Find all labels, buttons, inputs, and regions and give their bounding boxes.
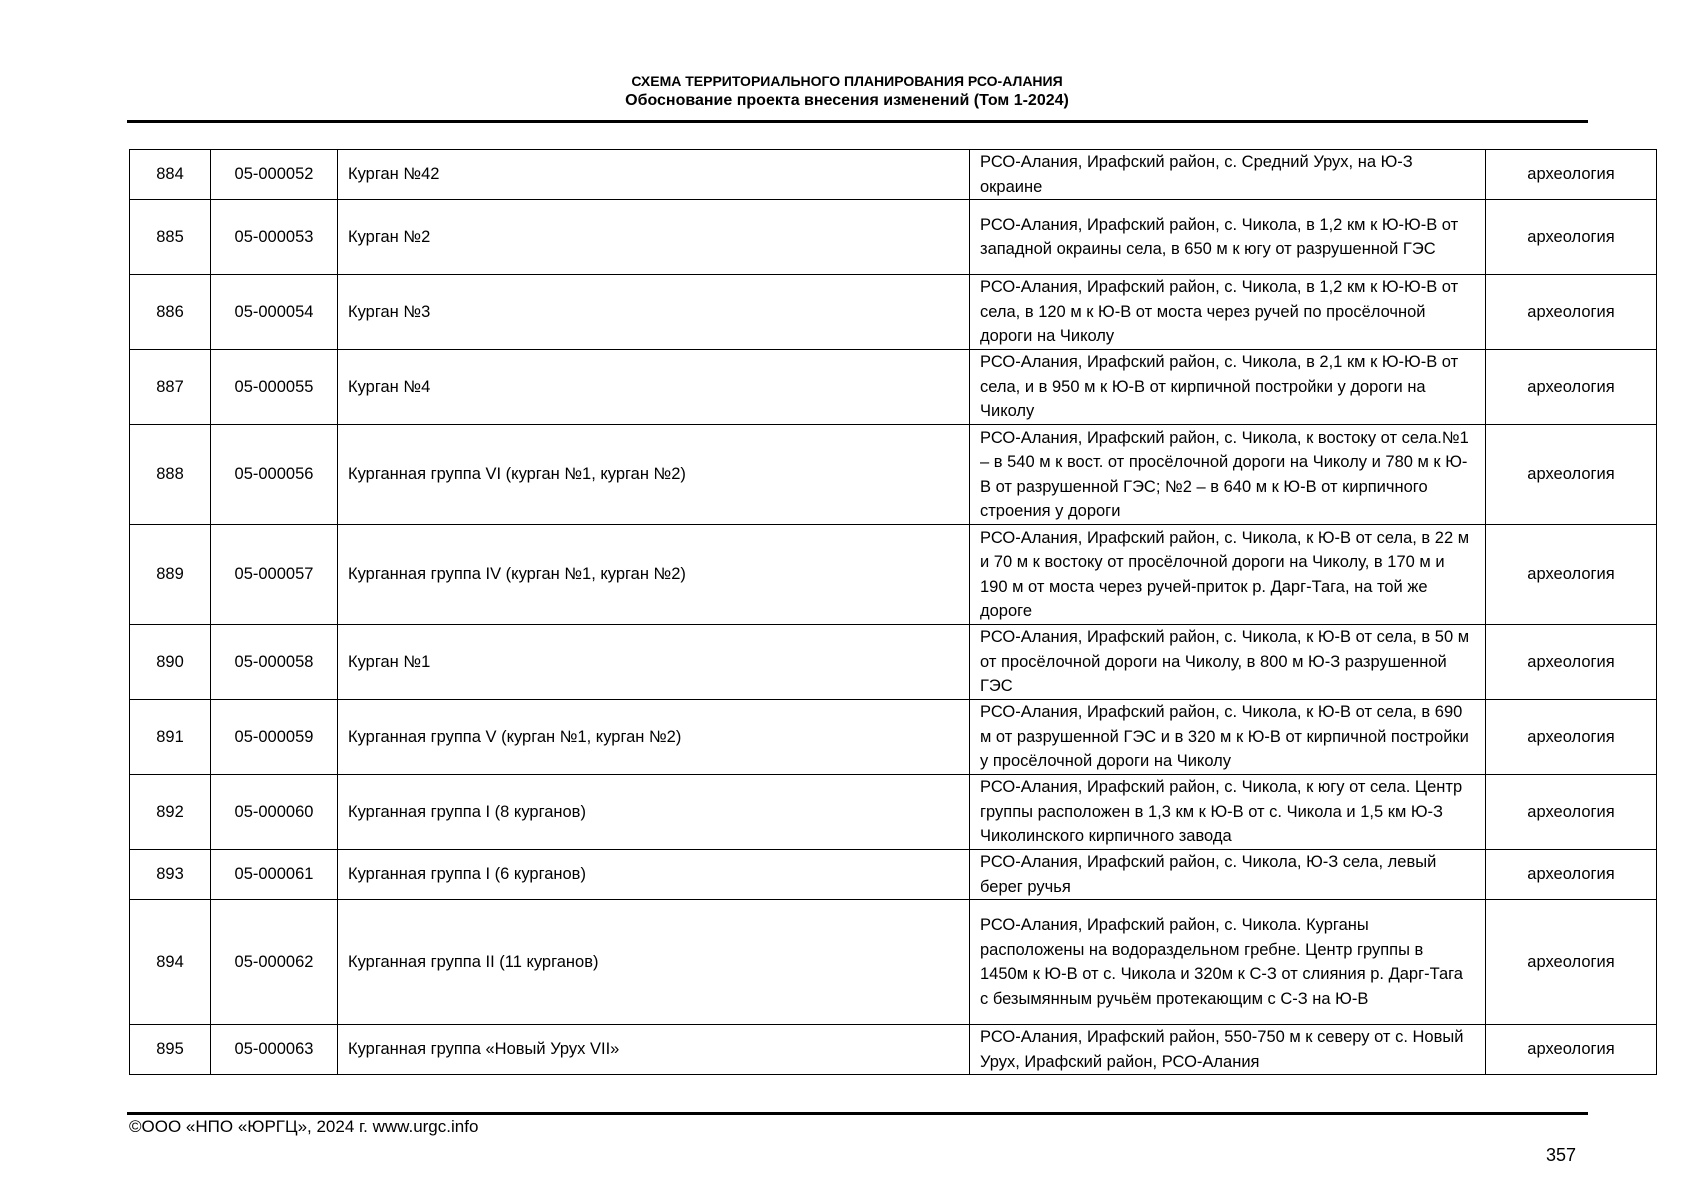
table-row bbox=[130, 200, 1657, 275]
object-location-cell: РСО-Алания, Ирафский район, с. Чикола, к Ю-В от села, в 690 м от разрушенной ГЭС и в 320 м к Ю-В от кирпичной постройки у просёлочной дороги на Чиколу bbox=[970, 700, 1486, 775]
object-location-cell: РСО-Алания, Ирафский район, с. Чикола, в 1,2 км к Ю-Ю-В от западной окраины села, в 650 м к югу от разрушенной ГЭС bbox=[970, 200, 1486, 275]
object-category-cell: археология bbox=[1486, 900, 1657, 1025]
row-number-cell: 884 bbox=[130, 150, 211, 200]
register-code-cell: 05-000062 bbox=[211, 900, 338, 1025]
object-location-cell: РСО-Алания, Ирафский район, с. Чикола, к Ю-В от села, в 22 м и 70 м к востоку от просёлочной дороги на Чиколу, в 170 м и 190 м от моста через ручей-приток р. Дарг-Тага, на той же дороге bbox=[970, 525, 1486, 625]
row-number-cell: 892 bbox=[130, 775, 211, 850]
footer-copyright: ©ООО «НПО «ЮРГЦ», 2024 г. www.urgc.info bbox=[129, 1117, 479, 1136]
heritage-objects-table bbox=[129, 149, 1657, 1075]
row-number-cell: 890 bbox=[130, 625, 211, 700]
row-number-cell: 894 bbox=[130, 900, 211, 1025]
table-row bbox=[130, 700, 1657, 775]
row-number-cell: 895 bbox=[130, 1025, 211, 1075]
row-number-cell: 886 bbox=[130, 275, 211, 350]
object-name-cell: Курган №2 bbox=[338, 200, 970, 275]
table-row bbox=[130, 150, 1657, 200]
object-category-cell: археология bbox=[1486, 1025, 1657, 1075]
document-title: СХЕМА ТЕРРИТОРИАЛЬНОГО ПЛАНИРОВАНИЯ РСО-АЛАНИЯ bbox=[631, 73, 1063, 89]
table-row bbox=[130, 425, 1657, 525]
object-name-cell: Курганная группа I (6 курганов) bbox=[338, 850, 970, 900]
object-category-cell: археология bbox=[1486, 200, 1657, 275]
object-location-cell: РСО-Алания, Ирафский район, с. Чикола, к востоку от села.№1 – в 540 м к вост. от просёлочной дороги на Чиколу и 780 м к Ю-В от разрушенной ГЭС; №2 – в 640 м к Ю-В от кирпичного строения у дороги bbox=[970, 425, 1486, 525]
object-name-cell: Курганная группа II (11 курганов) bbox=[338, 900, 970, 1025]
object-category-cell: археология bbox=[1486, 350, 1657, 425]
object-category-cell: археология bbox=[1486, 275, 1657, 350]
page-number: 357 bbox=[1545, 1145, 1576, 1165]
document-subtitle: Обоснование проекта внесения изменений (Том 1-2024) bbox=[625, 92, 1069, 109]
footer-divider bbox=[127, 1112, 1588, 1115]
table-row bbox=[130, 1025, 1657, 1075]
table-body bbox=[130, 150, 1657, 1075]
table-row bbox=[130, 850, 1657, 900]
register-code-cell: 05-000054 bbox=[211, 275, 338, 350]
table-row bbox=[130, 775, 1657, 850]
object-name-cell: Курган №4 bbox=[338, 350, 970, 425]
object-name-cell: Курган №42 bbox=[338, 150, 970, 200]
register-code-cell: 05-000053 bbox=[211, 200, 338, 275]
table-row bbox=[130, 625, 1657, 700]
document-header bbox=[127, 72, 1567, 111]
register-code-cell: 05-000058 bbox=[211, 625, 338, 700]
object-category-cell: археология bbox=[1486, 625, 1657, 700]
register-code-cell: 05-000063 bbox=[211, 1025, 338, 1075]
object-name-cell: Курганная группа I (8 курганов) bbox=[338, 775, 970, 850]
object-location-cell: РСО-Алания, Ирафский район, с. Чикола, к Ю-В от села, в 50 м от просёлочной дороги на Чиколу, в 800 м Ю-З разрушенной ГЭС bbox=[970, 625, 1486, 700]
object-category-cell: археология bbox=[1486, 150, 1657, 200]
table-row bbox=[130, 900, 1657, 1025]
object-location-cell: РСО-Алания, Ирафский район, с. Чикола, к югу от села. Центр группы расположен в 1,3 км к Ю-В от с. Чикола и 1,5 км Ю-З Чиколинского кирпичного завода bbox=[970, 775, 1486, 850]
object-location-cell: РСО-Алания, Ирафский район, с. Чикола, в 2,1 км к Ю-Ю-В от села, и в 950 м к Ю-В от кирпичной постройки у дороги на Чиколу bbox=[970, 350, 1486, 425]
object-name-cell: Курган №1 bbox=[338, 625, 970, 700]
object-category-cell: археология bbox=[1486, 525, 1657, 625]
object-name-cell: Курганная группа V (курган №1, курган №2) bbox=[338, 700, 970, 775]
row-number-cell: 893 bbox=[130, 850, 211, 900]
table-row bbox=[130, 350, 1657, 425]
object-location-cell: РСО-Алания, Ирафский район, с. Чикола, в 1,2 км к Ю-Ю-В от села, в 120 м к Ю-В от моста через ручей по просёлочной дороги на Чиколу bbox=[970, 275, 1486, 350]
object-name-cell: Курганная группа «Новый Урух VII» bbox=[338, 1025, 970, 1075]
object-location-cell: РСО-Алания, Ирафский район, с. Чикола, Ю-З села, левый берег ручья bbox=[970, 850, 1486, 900]
object-category-cell: археология bbox=[1486, 700, 1657, 775]
row-number-cell: 887 bbox=[130, 350, 211, 425]
row-number-cell: 891 bbox=[130, 700, 211, 775]
header-divider bbox=[127, 120, 1588, 123]
object-name-cell: Курганная группа IV (курган №1, курган №2) bbox=[338, 525, 970, 625]
register-code-cell: 05-000057 bbox=[211, 525, 338, 625]
register-code-cell: 05-000052 bbox=[211, 150, 338, 200]
object-category-cell: археология bbox=[1486, 775, 1657, 850]
register-code-cell: 05-000061 bbox=[211, 850, 338, 900]
table-row bbox=[130, 525, 1657, 625]
object-location-cell: РСО-Алания, Ирафский район, 550-750 м к северу от с. Новый Урух, Ирафский район, РСО-Алания bbox=[970, 1025, 1486, 1075]
object-location-cell: РСО-Алания, Ирафский район, с. Средний Урух, на Ю-З окраине bbox=[970, 150, 1486, 200]
row-number-cell: 885 bbox=[130, 200, 211, 275]
register-code-cell: 05-000060 bbox=[211, 775, 338, 850]
object-category-cell: археология bbox=[1486, 850, 1657, 900]
object-name-cell: Курган №3 bbox=[338, 275, 970, 350]
object-location-cell: РСО-Алания, Ирафский район, с. Чикола. Курганы расположены на водораздельном гребне. Центр группы в 1450м к Ю-В от с. Чикола и 320м к С-З от слияния р. Дарг-Тага с безымянным ручьём протекающим с С-З на Ю-В bbox=[970, 900, 1486, 1025]
register-code-cell: 05-000059 bbox=[211, 700, 338, 775]
row-number-cell: 888 bbox=[130, 425, 211, 525]
register-code-cell: 05-000056 bbox=[211, 425, 338, 525]
object-category-cell: археология bbox=[1486, 425, 1657, 525]
row-number-cell: 889 bbox=[130, 525, 211, 625]
table-row bbox=[130, 275, 1657, 350]
object-name-cell: Курганная группа VI (курган №1, курган №2) bbox=[338, 425, 970, 525]
register-code-cell: 05-000055 bbox=[211, 350, 338, 425]
